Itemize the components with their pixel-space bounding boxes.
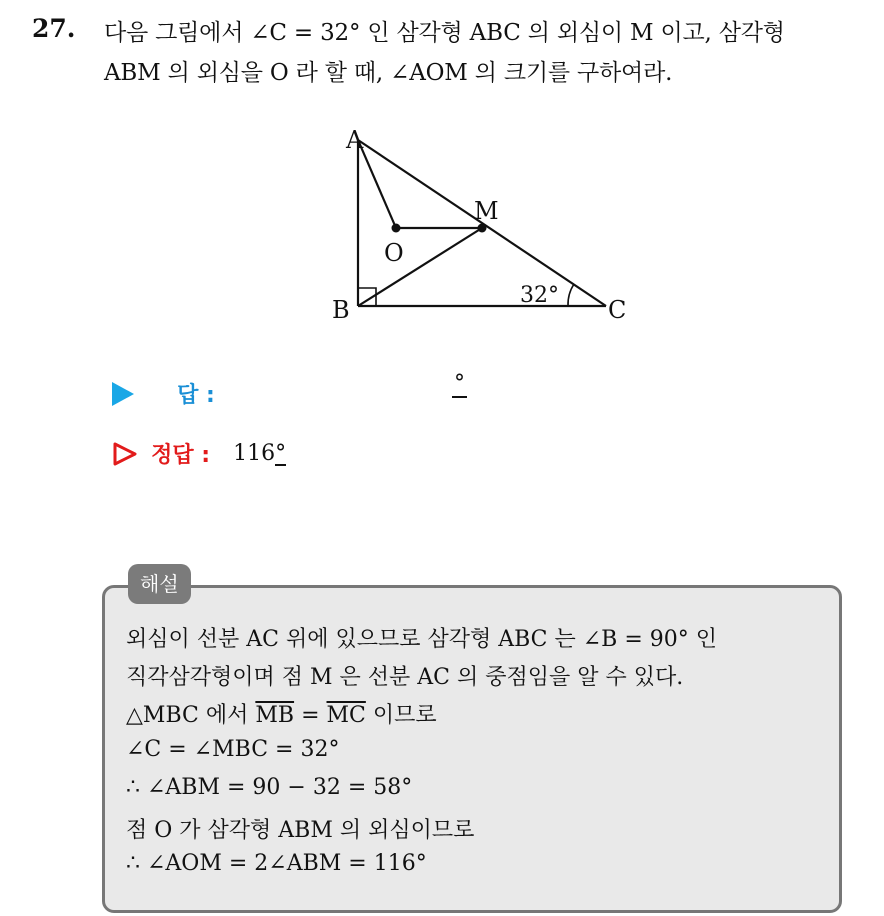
correct-answer-unit: °: [275, 441, 287, 466]
correct-answer-row: [112, 438, 286, 469]
answer-row: [112, 371, 465, 409]
explanation-tag: 해설: [128, 564, 191, 604]
point-o: [392, 224, 401, 233]
label-a: A: [346, 126, 364, 154]
label-m: M: [474, 197, 499, 225]
label-b: B: [332, 296, 350, 324]
question-text-line-1: 다음 그림에서 ∠C = 32° 인 삼각형 ABC 의 외심이 M 이고, 삼각형: [104, 20, 785, 46]
explanation-line-5: ∴ ∠ABM = 90 − 32 = 58°: [126, 775, 413, 800]
correct-answer-label: 정답 :: [151, 443, 211, 468]
explanation-line-7: ∴ ∠AOM = 2∠ABM = 116°: [126, 851, 427, 876]
explanation-line-1: 외심이 선분 AC 위에 있으므로 삼각형 ABC 는 ∠B = 90° 인: [126, 627, 718, 652]
explanation-line-6: 점 O 가 삼각형 ABM 의 외심이므로: [126, 818, 475, 843]
angle-label: 32°: [520, 283, 559, 308]
correct-answer-value: [233, 441, 286, 466]
segment-mb-text: $\overline{MB}$: [255, 703, 295, 728]
play-triangle-icon: [112, 382, 134, 406]
answer-blank[interactable]: °: [454, 371, 465, 396]
angle-c-arc: [568, 284, 574, 306]
explanation-line-4: ∠C = ∠MBC = 32°: [126, 737, 340, 762]
correct-answer-number: 116: [233, 441, 276, 466]
answer-label: 답 :: [177, 383, 215, 408]
triangle-figure: [320, 118, 640, 328]
segment-mc-text: $\overline{MC}$: [326, 703, 366, 728]
label-c: C: [608, 296, 627, 324]
equals-sign: =: [301, 703, 320, 728]
question-text-line-2: ABM 의 외심을 O 라 할 때, ∠AOM 의 크기를 구하여라.: [104, 60, 673, 86]
question-number: 27.: [32, 14, 76, 43]
explanation-line-2: 직각삼각형이며 점 M 은 선분 AC 의 중점임을 알 수 있다.: [126, 665, 684, 690]
explanation-line-3-suffix: 이므로: [372, 703, 437, 728]
outline-triangle-icon: [112, 441, 138, 467]
explanation-line-3: [126, 698, 437, 729]
label-o: O: [384, 239, 404, 267]
explanation-line-3-prefix: △MBC 에서: [126, 703, 249, 728]
